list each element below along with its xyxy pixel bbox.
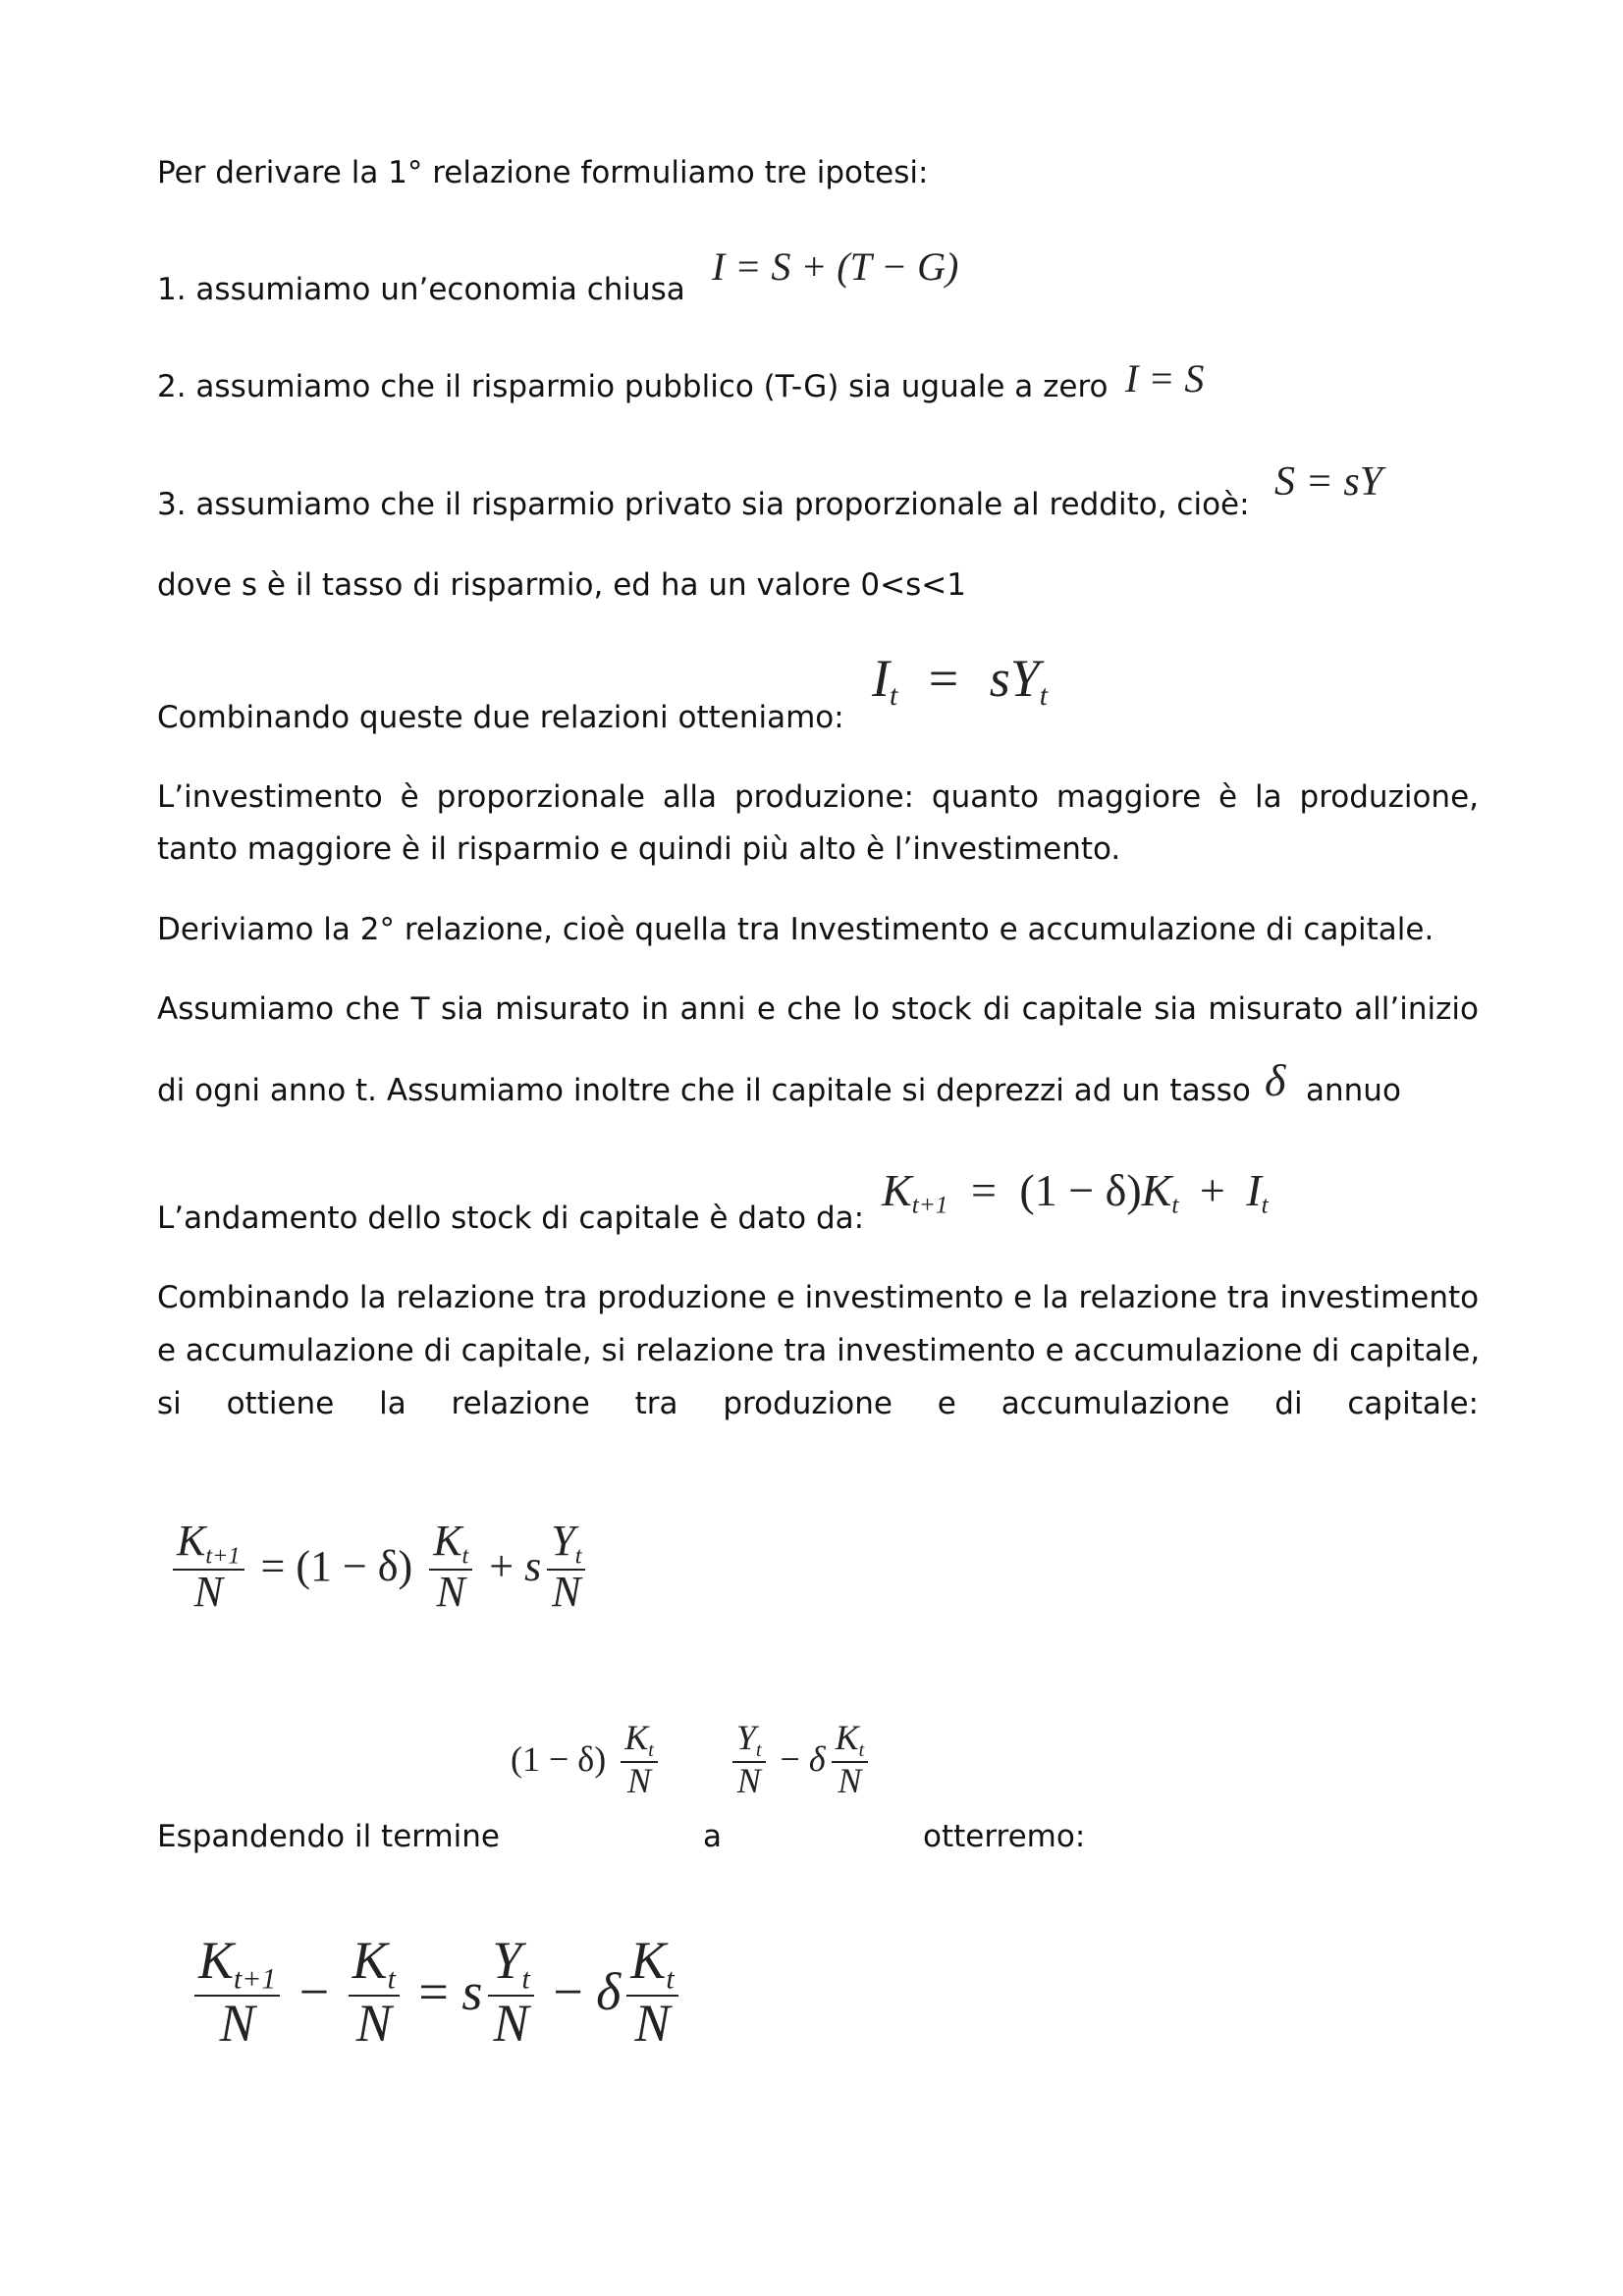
expanding-text: Espandendo il termine (157, 1819, 500, 1854)
investment-paragraph: L’investimento è proporzionale alla produzione: quanto maggiore è la produzione, tanto maggiore è il risparmio e quindi più alto è l’investimento. (157, 779, 1479, 867)
investment-equals-savings-formula: $I_t = sY_t$ (872, 649, 1048, 712)
combining-text: Combinando queste due relazioni otteniamo: (157, 700, 844, 735)
hypothesis-2-formula: I = S (1125, 356, 1205, 400)
intro-text: Per derivare la 1° relazione formuliamo tre ipotesi: (157, 155, 929, 190)
capital-dynamics-text: L’andamento dello stock di capitale è dato da: (157, 1201, 865, 1236)
expanded-term-formula: $\frac{Y_t}{N}$ − δ $\frac{K_t}{N}$ (727, 1720, 874, 1798)
combination-paragraph: Combinando la relazione tra produzione e investimento e la relazione tra investimento e accumulazione di capitale, si relazione tra investimento e accumulazione di capitale, si ottiene la relazione tra produzione e accumulazione di capitale: (157, 1280, 1481, 1421)
hypothesis-3-text: 3. assumiamo che il risparmio privato sia proporzionale al reddito, cioè: (157, 487, 1250, 522)
hypothesis-1-text: 1. assumiamo un’economia chiusa (157, 272, 685, 307)
delta-symbol: δ (1265, 1055, 1286, 1105)
capital-dynamics-formula: $K_{t+1} = (1 - \delta)K_t + I_t$ (882, 1165, 1269, 1219)
hypothesis-1-formula: I = S + (T − G) (712, 244, 959, 289)
hypothesis-2-text: 2. assumiamo che il risparmio pubblico (T-G) sia uguale a zero (157, 369, 1109, 404)
time-assumption-line-2: di ogni anno t. Assumiamo inoltre che il capitale si deprezzi ad un tasso (157, 1073, 1251, 1108)
expanding-result-text: otterremo: (923, 1819, 1086, 1854)
hypothesis-3-formula: S = sY (1274, 459, 1383, 505)
annual-word: annuo (1306, 1073, 1401, 1108)
time-assumption-line-1: Assumiamo che T sia misurato in anni e che lo stock di capitale sia misurato all’inizio (157, 991, 1479, 1027)
savings-rate-note: dove s è il tasso di risparmio, ed ha un valore 0<s<1 (157, 567, 966, 603)
expanding-connector-a: a (703, 1819, 722, 1854)
per-worker-capital-equation: $\frac{K_{t+1}}{N}$ = (1 − δ) $\frac{K_t}{N}$ + s $\frac{Y_t}{N}$ (167, 1520, 591, 1614)
capital-accumulation-final-equation: $\frac{K_{t+1}}{N}$ − $\frac{K_t}{N}$ = s $\frac{Y_t}{N}$ − δ $\frac{K_t}{N}$ (189, 1934, 684, 2050)
second-relation-text: Deriviamo la 2° relazione, cioè quella tra Investimento e accumulazione di capitale. (157, 912, 1434, 947)
expanding-term-formula: (1 − δ) $\frac{K_t}{N}$ (511, 1720, 664, 1798)
